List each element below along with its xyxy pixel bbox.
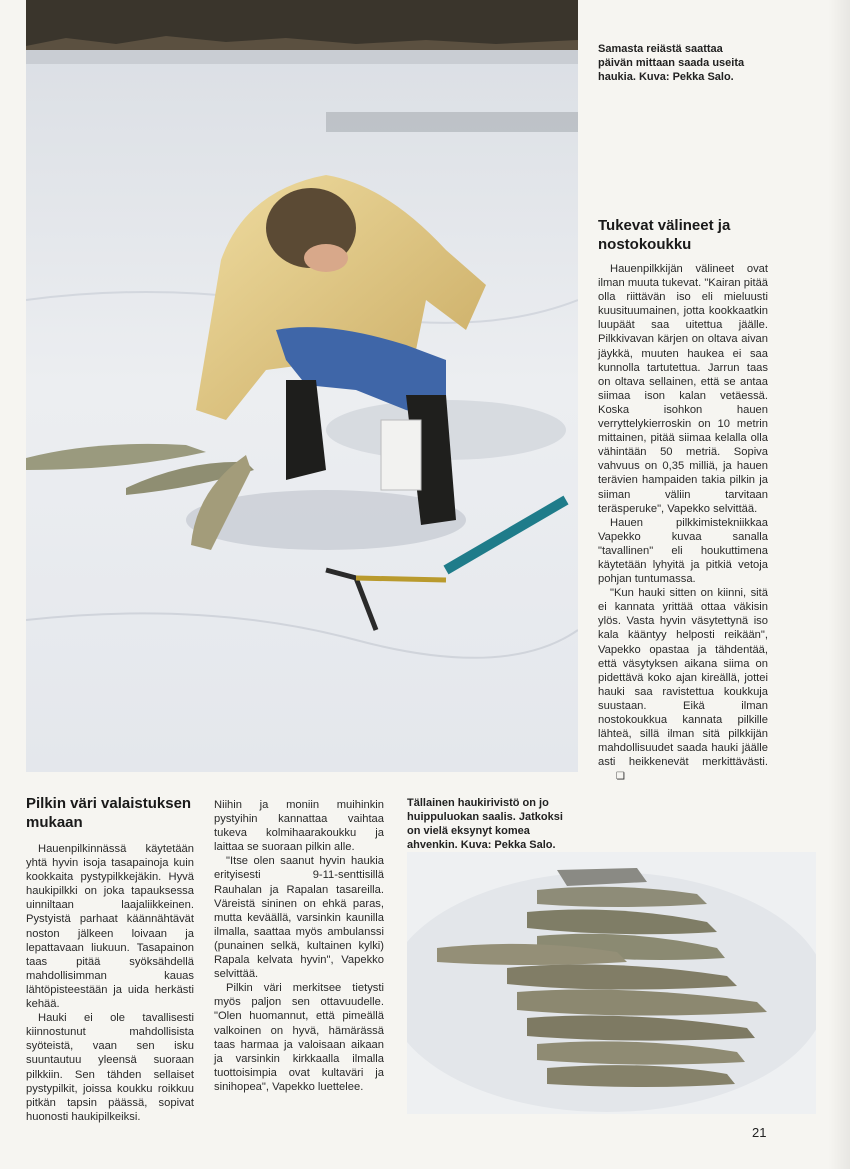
paragraph: Hauen pilkkimistekniikkaa Vapekko kuvaa sanalla "tavallinen" eli houkuttimena käytetään lyhyitä ja pitkiä vetoja pohjan tuntumassa. (598, 516, 768, 586)
paragraph-text: "Kun hauki sitten on kiinni, sitä ei kannata yrittää ottaa väkisin ylös. Vasta hyvin väsytettynä iso kala kääntyy helposti reikään", Vapekko opastaa ja tähdentää, että väsytyksen aikana siima on pidettävä koko ajan kireällä, jottei hauki saa ravistettua koukkuja suustaan. Eikä ilman nostokoukkua kannata pilkille lähteä, sillä ilman sitä pilkkijän mahdollisuudet saada hauki jäälle asti heikkenevät merkittävästi. (598, 587, 768, 769)
middle-column-text (214, 798, 384, 1094)
section-heading-equipment: Tukevat välineet ja nostokoukku (598, 217, 731, 253)
left-column-text (26, 842, 194, 1124)
page-number: 21 (752, 1125, 767, 1140)
paragraph (598, 586, 768, 784)
paragraph: Hauenpilkinnässä käytetään yhtä hyvin isoja tasapainoja kuin kookkaita pystypilkkejäkin. Hyvä haukipilkki on joka tapauksessa uinniltaan laajaliikkeinen. Pystyistä parhaat käännähtävät noston jälkeen loivaan ja lepattavaan liukuun. Tasapainon taas pitää syöksähdellä mahdollisimman kauas lähtöpisteestään ja uida herkästi kehää. (26, 843, 194, 1011)
paragraph: "Itse olen saanut hyvin haukia erityisesti 9-11-senttisillä Rauhalan ja Rapalan tasareilla. Väreistä sininen on ehkä paras, mutta keväällä, varsinkin kaunilla ilmalla, saattaa myös ambulanssi (punainen selkä, kultainen kylki) Rapala kelvata hyvin", Vapekko selvittää. (214, 855, 384, 981)
section-heading-color: Pilkin väri valaistuksen mukaan (26, 795, 192, 831)
ice-fishing-photo (26, 0, 578, 772)
paragraph: Pilkin väri merkitsee tietysti myös paljon sen ottavuudelle. "Olen huomannut, että pimeällä valkoinen on hyvä, hämärässä taas harmaa ja valoisaan aikaan ja varsinkin kirkkaalla ilmalla tuottoisimpia ovat kultaväri ja sinihopea", Vapekko luettelee. (214, 982, 384, 1093)
paragraph: Niihin ja moniin muihinkin pystyihin kannattaa vaihtaa tukeva kolmihaarakoukku ja laittaa se suoraan pilkin alle. (214, 799, 384, 854)
end-mark-icon: ❏ (616, 771, 625, 783)
paragraph: Hauki ei ole tavallisesti kiinnostunut mahdollisista syöteistä, vaan sen isku suuntautuu yleensä suoraan pilkkiin. Sen tähden sellaiset pystypilkit, joissa koukku roikkuu pitkän tapsin päässä, sopivat huonosti haukipilkeiksi. (26, 1012, 194, 1123)
pike-catch-photo (407, 852, 816, 1114)
photo-caption-top: Samasta reiästä saattaa päivän mittaan saada useita haukia. Kuva: Pekka Salo. (598, 43, 745, 83)
right-column-text (598, 262, 768, 784)
photo-caption-bottom: Tällainen haukirivistö on jo huippuluokan saalis. Jatkoksi on vielä eksynyt komea ahvenkin. Kuva: Pekka Salo. (407, 797, 563, 851)
page-edge-shadow (828, 0, 850, 1169)
paragraph: Hauenpilkkijän välineet ovat ilman muuta tukevat. "Kairan pitää olla riittävän iso eli mieluusti kuusituumainen, jotta kookkaatkin luupäät saa uitettua jäälle. Pilkkivavan kärjen on oltava aivan jäykkä, muuten haukea ei saa kunnolla tartutettua. Jarrun taas on oltava sellainen, että se antaa siimaa ison kalan vetäessä. Koska isohkon hauen verryttelykierroskin on 10 metrin mittainen, pitää siimaa kelalla olla vähintään 50 metriä. Sopiva vahvuus on 0,35 milliä, ja hauen terävien hampaiden takia pilkin ja siiman väliin tarvitaan teräsperuke", Vapekko selvittää. (598, 263, 769, 515)
